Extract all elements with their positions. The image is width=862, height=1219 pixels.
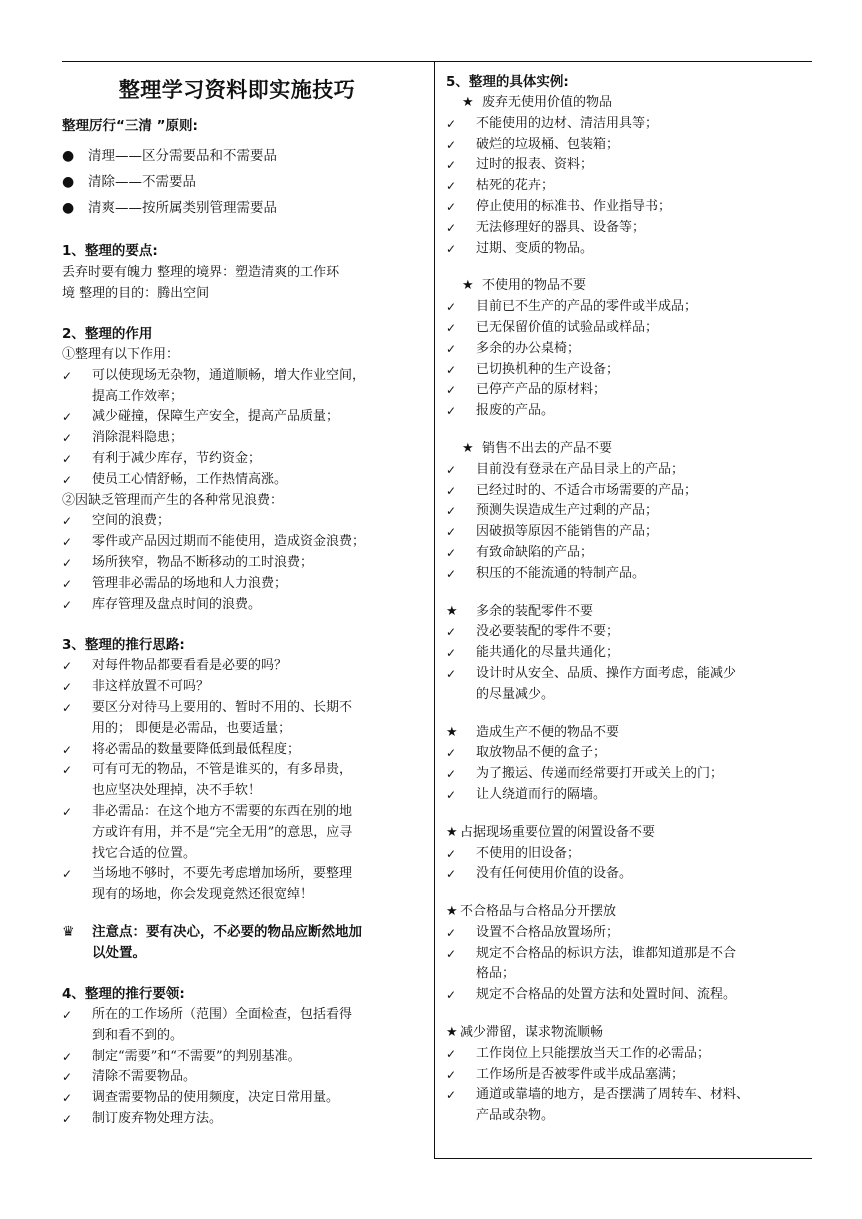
section-5-heading: 5、整理的具体实例: — [446, 74, 569, 90]
check-item-text: 制订废弃物处理方法。 — [92, 1110, 223, 1126]
check-item — [62, 1047, 430, 1068]
check-icon: ✓ — [62, 535, 73, 550]
check-icon: ✓ — [446, 404, 457, 419]
check-item — [446, 401, 810, 422]
check-icon: ✓ — [446, 320, 457, 335]
check-icon: ✓ — [446, 341, 457, 356]
check-item-text: 场所狭窄，物品不断移动的工时浪费； — [92, 554, 314, 570]
check-item-text: 使员工心情舒畅，工作热情高涨。 — [92, 471, 288, 487]
check-icon: ✓ — [446, 199, 457, 214]
check-item — [446, 460, 810, 481]
check-item — [446, 239, 810, 260]
section-1-line: 丢弃时要有魄力 整理的境界：塑造清爽的工作环 — [62, 265, 340, 280]
example-group-title-text: 占据现场重要位置的闲置设备不要 — [460, 824, 656, 840]
example-group-title — [446, 93, 810, 114]
check-item — [62, 449, 430, 470]
section-2-list-2 — [62, 511, 430, 615]
check-item — [446, 543, 810, 564]
check-item-text: 减少碰撞，保障生产安全，提高产品质量； — [92, 409, 340, 425]
check-icon: ✓ — [446, 504, 457, 519]
page-title: 整理学习资料即实施技巧 — [118, 78, 356, 102]
left-column — [62, 64, 430, 1130]
example-group — [446, 602, 810, 706]
section-3-heading: 3、整理的推行思路: — [62, 637, 185, 654]
check-icon: ✓ — [62, 700, 73, 715]
check-item — [62, 553, 430, 574]
check-item — [62, 470, 430, 491]
check-item — [446, 622, 810, 643]
check-item-text: 当场地不够时，不要先考虑增加场所，要整理 现有的场地，你会发现竟然还很宽绰！ — [92, 866, 353, 903]
check-item — [446, 985, 810, 1006]
check-icon: ✓ — [446, 483, 457, 498]
check-item-text: 可以使现场无杂物，通道顺畅，增大作业空间， 提高工作效率； — [92, 367, 366, 404]
example-group-title-text: 造成生产不便的物品不要 — [476, 724, 620, 740]
check-item-text: 制定“需要”和“不需要”的判别基准。 — [92, 1048, 301, 1064]
check-item — [446, 643, 810, 664]
check-item-text: 消除混料隐患； — [92, 430, 184, 446]
check-item — [446, 1044, 810, 1065]
star-icon: ★ — [446, 724, 458, 740]
example-group-title-text: 销售不出去的产品不要 — [482, 440, 613, 456]
check-item-text: 报废的产品。 — [476, 403, 555, 419]
check-item-text: 目前没有登录在产品目录上的产品； — [476, 461, 685, 477]
star-icon: ★ — [446, 824, 458, 840]
check-item — [446, 944, 810, 986]
check-item — [446, 380, 810, 401]
check-icon: ✓ — [62, 763, 73, 778]
check-item-text: 可有可无的物品，不管是谁买的，有多昂贵， 也应坚决处理掉，决不手软！ — [92, 762, 353, 799]
check-icon: ✓ — [446, 566, 457, 581]
example-group-title-text: 不合格品与合格品分开摆放 — [460, 904, 617, 920]
check-icon: ✓ — [62, 368, 73, 383]
check-item — [62, 802, 430, 864]
check-item — [446, 197, 810, 218]
check-item-text: 已停产产品的原材料； — [476, 382, 607, 398]
example-group-title — [446, 823, 810, 844]
check-item-text: 无法修理好的器具、设备等； — [476, 219, 646, 235]
check-icon: ✓ — [446, 625, 457, 640]
star-icon: ★ — [446, 904, 458, 920]
check-icon: ✓ — [446, 241, 457, 256]
check-item — [62, 864, 430, 906]
check-item — [62, 677, 430, 698]
check-icon: ✓ — [446, 867, 457, 882]
check-icon: ✓ — [446, 179, 457, 194]
check-item — [446, 297, 810, 318]
check-icon: ✓ — [446, 1067, 457, 1082]
check-item-text: 目前已不生产的产品的零件或半成品； — [476, 299, 698, 315]
section-2-intro-2: ②因缺乏管理而产生的各种常见浪费： — [62, 492, 284, 508]
check-item-text: 要区分对待马上要用的、暂时不用的、长期不 用的； 即便是必需品，也要适量； — [92, 699, 353, 736]
check-item-text: 有致命缺陷的产品； — [476, 544, 594, 560]
check-item-text: 破烂的垃圾桶、包装箱； — [476, 136, 620, 152]
section-3-list — [62, 656, 430, 906]
check-item — [446, 564, 810, 585]
check-item — [446, 318, 810, 339]
star-icon: ★ — [462, 440, 474, 456]
check-item — [446, 923, 810, 944]
check-item-text: 工作场所是否被零件或半成品塞满； — [476, 1066, 685, 1082]
check-icon: ✓ — [62, 431, 73, 446]
check-icon: ✓ — [62, 597, 73, 612]
crown-icon: ♛ — [62, 923, 75, 940]
check-icon: ✓ — [62, 867, 73, 882]
check-item — [62, 511, 430, 532]
check-icon: ✓ — [446, 767, 457, 782]
check-item-text: 积压的不能流通的特制产品。 — [476, 565, 646, 581]
check-item — [446, 481, 810, 502]
check-icon: ✓ — [62, 680, 73, 695]
check-item-text: 设置不合格品放置场所； — [476, 924, 620, 940]
check-icon: ✓ — [62, 451, 73, 466]
check-item — [446, 501, 810, 522]
section-1-line: 境 整理的目的：腾出空间 — [62, 286, 210, 301]
check-item — [446, 360, 810, 381]
example-group — [446, 902, 810, 1006]
check-item-text: 空间的浪费； — [92, 513, 171, 529]
example-group — [446, 723, 810, 806]
section-4-list — [62, 1005, 430, 1130]
check-icon: ✓ — [62, 472, 73, 487]
check-item — [62, 1005, 430, 1047]
check-item — [62, 595, 430, 616]
check-item-text: 不能使用的边材、清洁用具等； — [476, 115, 659, 131]
check-item-text: 不使用的旧设备； — [476, 845, 581, 861]
bullet-icon: ● — [62, 200, 75, 216]
check-icon: ✓ — [62, 804, 73, 819]
check-item-text: 没必要装配的零件不要； — [476, 624, 620, 640]
check-icon: ✓ — [446, 666, 457, 681]
example-group-title-text: 减少滞留，谋求物流顺畅 — [460, 1025, 604, 1041]
check-icon: ✓ — [62, 1111, 73, 1126]
check-icon: ✓ — [446, 787, 457, 802]
check-item-text: 预测失误造成生产过剩的产品； — [476, 503, 659, 519]
principle-item: ● 清除——不需要品 — [62, 169, 430, 195]
check-item — [446, 785, 810, 806]
example-group-title — [446, 902, 810, 923]
check-item — [62, 1088, 430, 1109]
check-item — [62, 1067, 430, 1088]
check-icon: ✓ — [446, 137, 457, 152]
check-item — [62, 698, 430, 740]
bullet-icon: ● — [62, 174, 75, 190]
check-item — [446, 1065, 810, 1086]
section-2-heading: 2、整理的作用 — [62, 326, 153, 342]
check-item-text: 清除不需要物品。 — [92, 1069, 197, 1085]
check-item-text: 将必需品的数量要降低到最低程度； — [92, 741, 301, 757]
check-item-text: 调查需要物品的使用频度，决定日常用量。 — [92, 1090, 340, 1106]
check-item-text: 已无保留价值的试验品或样品； — [476, 319, 659, 335]
check-item — [62, 574, 430, 595]
check-item-text: 为了搬运、传递而经常要打开或关上的门； — [476, 766, 724, 782]
check-item — [446, 664, 810, 706]
check-item — [446, 114, 810, 135]
check-item — [446, 522, 810, 543]
star-icon: ★ — [446, 1025, 458, 1041]
check-icon: ✓ — [446, 746, 457, 761]
star-icon: ★ — [462, 95, 474, 110]
check-icon: ✓ — [446, 383, 457, 398]
principle-item: ● 清理——区分需要品和不需要品 — [62, 143, 430, 169]
check-item — [446, 1085, 810, 1127]
check-icon: ✓ — [446, 300, 457, 315]
check-item-text: 让人绕道而行的隔墙。 — [476, 786, 607, 802]
check-item-text: 非必需品：在这个地方不需要的东西在别的地 方或许有用，并不是“完全无用”的意思，应寻 找它合适的位置。 — [92, 803, 353, 861]
star-icon: ★ — [446, 603, 458, 619]
check-item-text: 没有任何使用价值的设备。 — [476, 866, 633, 882]
check-icon: ✓ — [62, 1049, 73, 1064]
section-2-intro-1: ①整理有以下作用： — [62, 347, 180, 362]
principle-heading: 整理厉行“三清 ”原则: — [62, 118, 198, 134]
check-item — [62, 1109, 430, 1130]
check-item-text: 零件或产品因过期而不能使用，造成资金浪费； — [92, 534, 366, 550]
check-item — [62, 740, 430, 761]
example-group-title-text: 废弃无使用价值的物品 — [482, 95, 613, 110]
check-item-text: 规定不合格品的标识方法，谁都知道那是不合 格品； — [476, 945, 737, 982]
check-item — [446, 155, 810, 176]
column-divider — [434, 61, 435, 1158]
example-group-title-text: 不使用的物品不要 — [482, 278, 587, 294]
top-rule — [62, 61, 812, 62]
check-item — [446, 339, 810, 360]
check-item-text: 对每件物品都要看看是必要的吗？ — [92, 658, 288, 674]
check-item — [62, 428, 430, 449]
check-item — [62, 532, 430, 553]
example-group — [446, 276, 810, 422]
check-icon: ✓ — [62, 659, 73, 674]
check-item — [446, 176, 810, 197]
check-icon: ✓ — [446, 1088, 457, 1103]
check-icon: ✓ — [446, 988, 457, 1003]
check-icon: ✓ — [446, 362, 457, 377]
check-icon: ✓ — [446, 220, 457, 235]
check-icon: ✓ — [62, 410, 73, 425]
example-group-title — [446, 723, 810, 744]
example-group — [446, 439, 810, 585]
check-item — [446, 135, 810, 156]
check-icon: ✓ — [446, 1046, 457, 1061]
example-group-title — [446, 602, 810, 623]
check-item — [446, 743, 810, 764]
principle-item: ● 清爽——按所属类别管理需要品 — [62, 195, 430, 221]
check-icon: ✓ — [62, 555, 73, 570]
check-item-text: 已切换机种的生产设备； — [476, 361, 620, 377]
check-item-text: 取放物品不便的盒子； — [476, 745, 607, 761]
check-item-text: 所在的工作场所（范围）全面检查，包括看得 到和看不到的。 — [92, 1006, 353, 1043]
example-group-title — [446, 276, 810, 297]
section-1-heading: 1、整理的要点: — [62, 243, 158, 259]
check-item-text: 停止使用的标准书、作业指导书； — [476, 198, 672, 214]
check-icon: ✓ — [446, 116, 457, 131]
check-item-text: 能共通化的尽量共通化； — [476, 645, 620, 661]
check-item — [62, 366, 430, 408]
check-item — [446, 844, 810, 865]
example-group-title — [446, 439, 810, 460]
check-icon: ✓ — [446, 545, 457, 560]
check-item-text: 过期、变质的物品。 — [476, 240, 594, 256]
example-group-title-text: 多余的装配零件不要 — [476, 603, 594, 619]
example-group-title — [446, 1023, 810, 1044]
check-item-text: 多余的办公桌椅； — [476, 340, 581, 356]
check-item — [62, 760, 430, 802]
check-icon: ✓ — [446, 925, 457, 940]
check-item-text: 过时的报表、资料； — [476, 157, 594, 173]
check-item-text: 已经过时的、不适合市场需要的产品； — [476, 482, 698, 498]
check-icon: ✓ — [446, 462, 457, 477]
check-item — [62, 656, 430, 677]
check-item — [446, 764, 810, 785]
check-icon: ✓ — [446, 158, 457, 173]
check-icon: ✓ — [62, 1007, 73, 1022]
check-item-text: 库存管理及盘点时间的浪费。 — [92, 596, 262, 612]
star-icon: ★ — [462, 278, 474, 294]
section-2-list-1 — [62, 366, 430, 491]
section-4-heading: 4、整理的推行要领: — [62, 985, 185, 1002]
check-item-text: 枯死的花卉； — [476, 178, 555, 194]
check-item-text: 非这样放置不可吗？ — [92, 679, 210, 695]
check-item — [62, 407, 430, 428]
bottom-rule — [434, 1158, 812, 1159]
check-icon: ✓ — [446, 646, 457, 661]
example-group — [446, 1023, 810, 1127]
check-item-text: 规定不合格品的处置方法和处置时间、流程。 — [476, 987, 737, 1003]
check-item — [446, 218, 810, 239]
check-icon: ✓ — [446, 946, 457, 961]
bullet-icon: ● — [62, 148, 75, 164]
check-icon: ✓ — [62, 1091, 73, 1106]
section-5-groups — [446, 93, 810, 1127]
right-column — [446, 64, 810, 1127]
check-icon: ✓ — [446, 525, 457, 540]
check-icon: ✓ — [446, 846, 457, 861]
example-group — [446, 93, 810, 259]
check-item-text: 通道或靠墙的地方，是否摆满了周转车、材料、 产品或杂物。 — [476, 1087, 750, 1124]
check-icon: ✓ — [62, 514, 73, 529]
check-item-text: 有利于减少库存，节约资金； — [92, 450, 262, 466]
check-item-text: 工作岗位上只能摆放当天工作的必需品； — [476, 1045, 711, 1061]
check-item — [446, 864, 810, 885]
check-icon: ✓ — [62, 1070, 73, 1085]
example-group — [446, 823, 810, 885]
check-icon: ✓ — [62, 576, 73, 591]
check-icon: ✓ — [62, 742, 73, 757]
check-item-text: 因破损等原因不能销售的产品； — [476, 524, 659, 540]
check-item-text: 管理非必需品的场地和人力浪费； — [92, 575, 288, 591]
check-item-text: 设计时从安全、品质、操作方面考虑，能减少 的尽量减少。 — [476, 665, 737, 702]
attention-note: ♛ 注意点：要有决心，不必要的物品应断然地加 以处置。 — [62, 922, 430, 964]
